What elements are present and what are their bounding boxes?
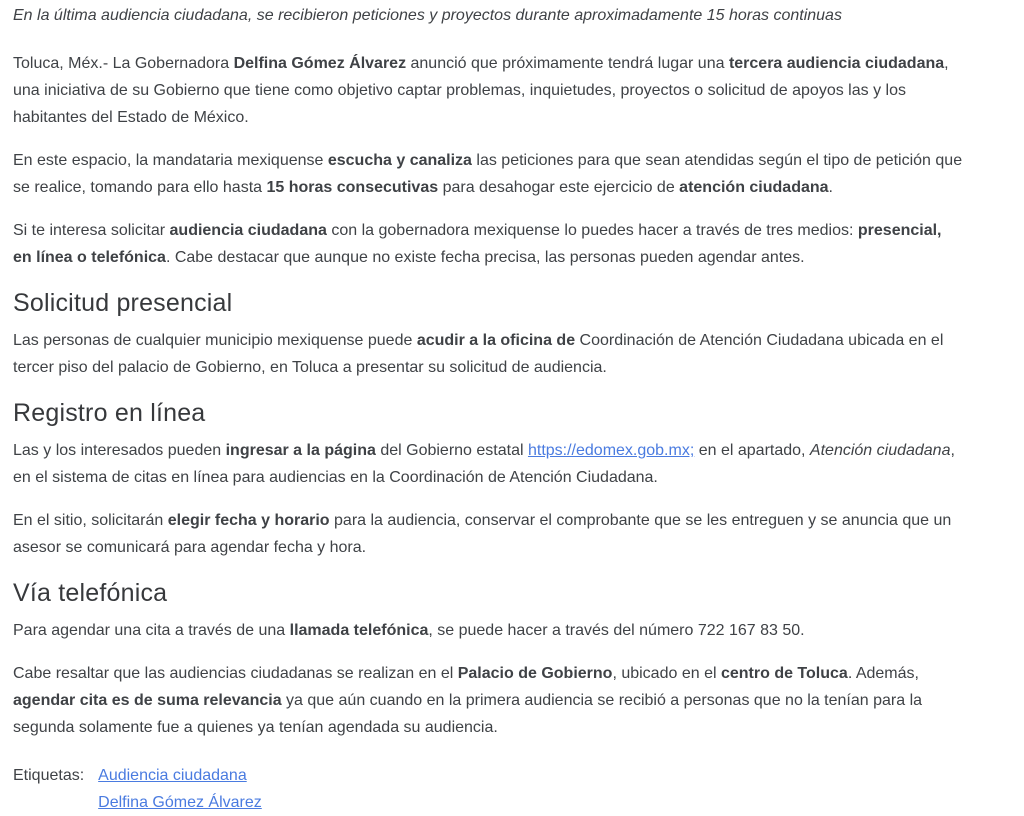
tags-label: Etiquetas: [13,767,85,784]
bold-text: tercera audiencia ciudadana [728,55,945,72]
bold-text: centro de Toluca [720,665,848,682]
text-segment: Para agendar una cita a través de una [13,622,290,639]
text-segment: anunció que próximamente tendrá lugar una [406,55,729,72]
text-segment: para desahogar este ejercicio de [438,179,680,196]
paragraph [13,147,963,201]
paragraph [13,217,963,271]
article-body [13,3,963,816]
text-segment: . Cabe destacar que aunque no existe fecha precisa, las personas pueden agendar antes. [165,249,805,266]
bold-text: Palacio de Gobierno [457,665,613,682]
paragraph [13,660,963,741]
section-heading: Registro en línea [13,399,206,427]
text-segment: en el apartado, [694,442,810,459]
text-segment: En el sitio, solicitarán [13,512,168,529]
tag-link[interactable]: Audiencia ciudadana [98,767,247,784]
bold-text: ingresar a la página [225,442,376,459]
bold-text: escucha y canaliza [327,152,472,169]
section-heading: Solicitud presencial [13,289,233,317]
bold-text: agendar cita es de suma relevancia [13,692,282,709]
tags-list [98,762,262,816]
italic-text: Atención ciudadana [809,442,951,459]
text-segment: Las personas de cualquier municipio mexiquense puede [13,332,417,349]
text-segment: Las y los interesados pueden [13,442,226,459]
text-segment: Cabe resaltar que las audiencias ciudadanas se realizan en el [13,665,458,682]
text-segment: las peticiones para que sean atendidas según el tipo de petición que se realice, tomando para ello hasta [13,152,963,196]
section-heading: Vía telefónica [13,579,168,607]
paragraph [13,327,963,381]
text-segment: , ubicado en el [612,665,721,682]
bold-text: presencial, en línea o telefónica [13,222,942,266]
text-segment: , se puede hacer a través del número 722 167 83 50. [428,622,805,639]
text-segment: ya que aún cuando en la primera audiencia se recibió a personas que no la tenían para la segunda solamente fue a quienes ya tenían agendada su audiencia. [13,692,923,736]
paragraph [13,50,963,131]
bold-text: 15 horas consecutivas [266,179,439,196]
bold-text: llamada telefónica [289,622,429,639]
text-segment: . Además, [847,665,919,682]
article-subtitle [13,3,963,29]
text-segment: para la audiencia, conservar el comprobante que se les entreguen y se anuncia que un asesor se comunicará para agendar fecha y hora. [13,512,952,556]
tag-link[interactable]: Delfina Gómez Álvarez [98,794,262,811]
bold-text: audiencia ciudadana [169,222,327,239]
bold-text: Delfina Gómez Álvarez [233,55,407,72]
inline-link[interactable]: https://edomex.gob.mx; [527,442,695,459]
bold-text: acudir a la oficina de [416,332,576,349]
text-segment: , en el sistema de citas en línea para audiencias en la Coordinación de Atención Ciudadana. [13,442,955,486]
bold-text: atención ciudadana [679,179,829,196]
italic-text: En la última audiencia ciudadana, se recibieron peticiones y proyectos durante aproximadamente 15 horas continuas [13,7,842,24]
tags-section [13,762,963,816]
text-segment: En este espacio, la mandataria mexiquense [13,152,328,169]
bold-text: elegir fecha y horario [167,512,330,529]
paragraph [13,617,963,644]
text-segment: con la gobernadora mexiquense lo puedes hacer a través de tres medios: [326,222,858,239]
text-segment: . [828,179,833,196]
text-segment: , una iniciativa de su Gobierno que tiene como objetivo captar problemas, inquietudes, proyectos o solicitud de apoyos las y los habitantes del Estado de México. [13,55,949,126]
text-segment: Coordinación de Atención Ciudadana ubicada en el tercer piso del palacio de Gobierno, en Toluca a presentar su solicitud de audiencia. [13,332,944,376]
paragraph [13,507,963,561]
text-segment: del Gobierno estatal [375,442,528,459]
paragraph [13,437,963,491]
text-segment: Si te interesa solicitar [13,222,170,239]
text-segment: Toluca, Méx.- La Gobernadora [13,55,234,72]
